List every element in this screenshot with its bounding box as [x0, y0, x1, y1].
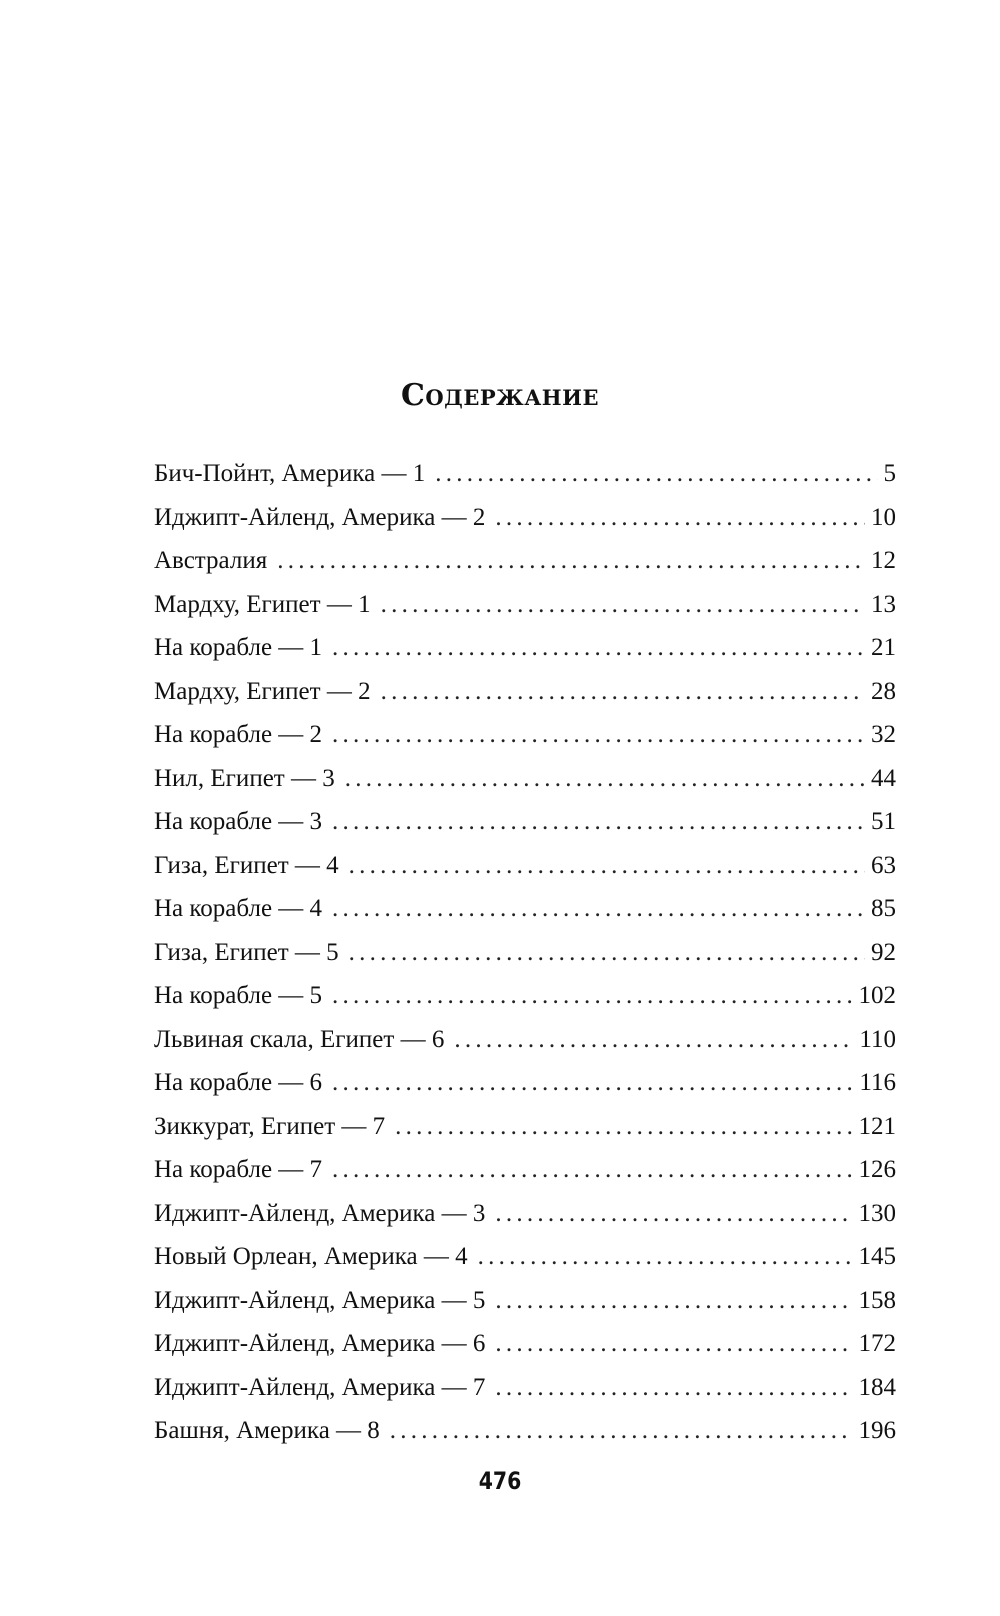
toc-entry-title: Гиза, Египет — 4: [154, 851, 339, 879]
toc-dot-leader: [395, 1105, 852, 1149]
toc-entry-page: 44: [871, 764, 896, 792]
toc-entry: [154, 1279, 896, 1323]
toc-entry: [154, 1061, 896, 1105]
toc-entry-title: Мардху, Египет — 1: [154, 590, 371, 618]
toc-dot-leader: [495, 1322, 852, 1366]
toc-entry-page: 51: [871, 808, 896, 835]
toc-entry: [154, 452, 896, 496]
toc-entry-page: 21: [871, 634, 896, 661]
toc-entry-page: 110: [859, 1025, 896, 1053]
toc-dot-leader: [495, 1366, 852, 1410]
toc-entry: [154, 496, 896, 540]
toc-entry: [154, 539, 896, 583]
toc-entry-page: 121: [858, 1112, 896, 1140]
toc-entry-title: На корабле — 1: [154, 634, 323, 661]
toc-entry: [154, 800, 896, 844]
toc-dot-leader: [381, 583, 865, 627]
toc-dot-leader: [478, 1235, 853, 1279]
toc-entry-title: Иджипт-Айленд, Америка — 7: [154, 1373, 486, 1401]
toc-dot-leader: [332, 626, 865, 670]
toc-entry-page: 92: [871, 938, 896, 966]
toc-entry-title: Башня, Америка — 8: [154, 1417, 380, 1444]
toc-entry-title: Мардху, Египет — 2: [154, 677, 371, 705]
toc-entry-page: 5: [883, 460, 896, 487]
toc-entry-page: 102: [858, 982, 896, 1009]
toc-dot-leader: [349, 844, 865, 888]
page-title: Содержание: [401, 378, 599, 413]
toc-entry-title: Иджипт-Айленд, Америка — 3: [154, 1199, 486, 1227]
table-of-contents: [154, 452, 896, 1453]
toc-entry-page: 63: [871, 851, 896, 879]
toc-entry-page: 116: [859, 1069, 896, 1096]
toc-entry-page: 12: [871, 547, 896, 574]
toc-entry-page: 85: [871, 895, 896, 922]
toc-dot-leader: [332, 1061, 853, 1105]
toc-entry-title: На корабле — 3: [154, 808, 323, 835]
toc-entry: [154, 844, 896, 888]
toc-entry-title: На корабле — 4: [154, 895, 323, 922]
toc-entry: [154, 1105, 896, 1149]
toc-entry-title: Бич-Пойнт, Америка — 1: [154, 460, 426, 487]
toc-entry-title: На корабле — 5: [154, 982, 323, 1009]
toc-entry-title: Нил, Египет — 3: [154, 764, 335, 792]
toc-dot-leader: [332, 713, 865, 757]
toc-entry: [154, 670, 896, 714]
toc-entry: [154, 1409, 896, 1453]
toc-dot-leader: [495, 1192, 852, 1236]
toc-dot-leader: [332, 800, 865, 844]
toc-entry-title: На корабле — 7: [154, 1156, 323, 1183]
toc-entry-title: Новый Орлеан, Америка — 4: [154, 1243, 468, 1270]
toc-entry: [154, 1366, 896, 1410]
toc-entry: [154, 626, 896, 670]
toc-entry-title: Иджипт-Айленд, Америка — 6: [154, 1330, 486, 1357]
toc-entry-page: 145: [858, 1243, 896, 1270]
toc-dot-leader: [332, 974, 852, 1018]
toc-entry-title: Зиккурат, Египет — 7: [154, 1112, 386, 1140]
toc-entry: [154, 1235, 896, 1279]
toc-entry-page: 126: [858, 1156, 896, 1183]
toc-entry-page: 10: [871, 503, 896, 531]
toc-entry-title: Львиная скала, Египет — 6: [154, 1025, 445, 1053]
toc-entry: [154, 583, 896, 627]
toc-entry-page: 172: [858, 1330, 896, 1357]
toc-entry: [154, 887, 896, 931]
toc-entry: [154, 757, 896, 801]
toc-dot-leader: [390, 1409, 853, 1453]
toc-entry-title: Гиза, Египет — 5: [154, 938, 339, 966]
toc-entry: [154, 1018, 896, 1062]
toc-dot-leader: [381, 670, 865, 714]
toc-dot-leader: [495, 1279, 852, 1323]
toc-dot-leader: [495, 496, 865, 540]
toc-dot-leader: [454, 1018, 853, 1062]
toc-entry-title: На корабле — 2: [154, 721, 323, 748]
toc-entry: [154, 974, 896, 1018]
toc-dot-leader: [345, 757, 865, 801]
toc-entry-title: На корабле — 6: [154, 1069, 323, 1096]
toc-dot-leader: [332, 1148, 852, 1192]
toc-entry-page: 196: [858, 1417, 896, 1444]
toc-entry-page: 158: [858, 1286, 896, 1314]
toc-entry: [154, 1322, 896, 1366]
toc-entry-page: 13: [871, 590, 896, 618]
toc-entry: [154, 1192, 896, 1236]
toc-dot-leader: [349, 931, 865, 975]
toc-entry-title: Иджипт-Айленд, Америка — 5: [154, 1286, 486, 1314]
page-number: 476: [478, 1467, 522, 1495]
toc-entry-title: Иджипт-Айленд, Америка — 2: [154, 503, 486, 531]
toc-entry-page: 130: [858, 1199, 896, 1227]
toc-entry-page: 28: [871, 677, 896, 705]
toc-entry-title: Австралия: [154, 547, 268, 574]
toc-dot-leader: [435, 452, 877, 496]
toc-entry-page: 32: [871, 721, 896, 748]
toc-dot-leader: [277, 539, 865, 583]
toc-entry-page: 184: [858, 1373, 896, 1401]
toc-dot-leader: [332, 887, 865, 931]
toc-entry: [154, 713, 896, 757]
toc-entry: [154, 1148, 896, 1192]
toc-entry: [154, 931, 896, 975]
